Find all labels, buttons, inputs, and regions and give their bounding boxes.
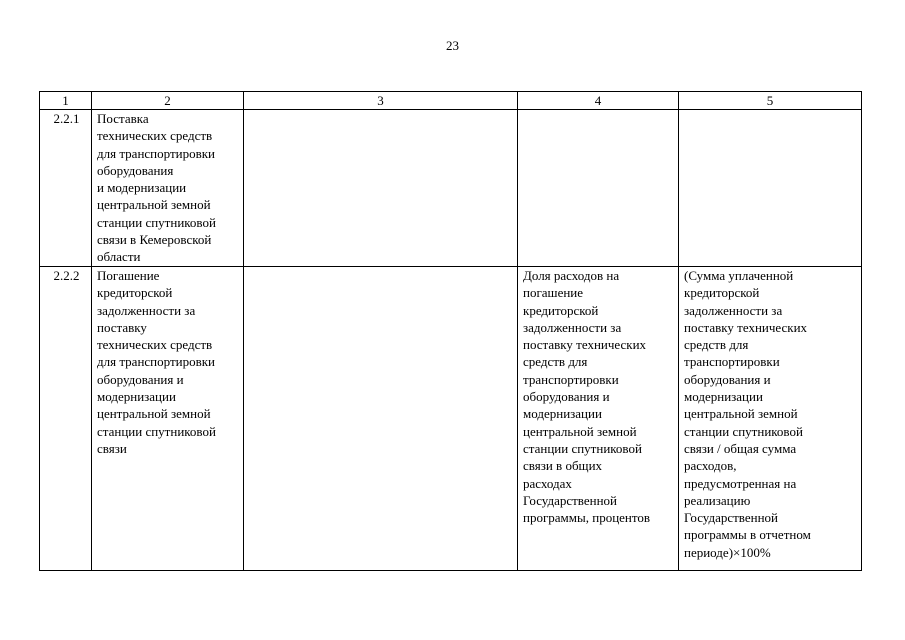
header-col-1: 1 [40,92,92,110]
formula-cell: (Сумма уплаченной кредиторской задолженности за поставку технических средств для транспортировки оборудования и модернизации центральной земной станции спутниковой связи / общая сумма расходов, предусмотренная на реализацию Государственной программы в отчетном периоде)×100% [679,267,862,571]
header-row [40,92,862,110]
table-row [40,267,862,571]
header-col-2: 2 [92,92,244,110]
header-col-4: 4 [518,92,679,110]
row-number: 2.2.1 [40,110,92,267]
header-col-5: 5 [679,92,862,110]
row-number: 2.2.2 [40,267,92,571]
table-row [40,110,862,267]
measure-name: Погашение кредиторской задолженности за поставку технических средств для транспортировки оборудования и модернизации центральной земной станции спутниковой связи [92,267,244,571]
col-3-cell [244,110,518,267]
table-header [40,92,862,110]
indicators-table [39,91,862,571]
measure-name: Поставка технических средств для транспортировки оборудования и модернизации центральной земной станции спутниковой связи в Кемеровской области [92,110,244,267]
indicator-cell [518,110,679,267]
page-number: 23 [446,38,459,53]
col-3-cell [244,267,518,571]
table-body [40,110,862,571]
indicator-cell: Доля расходов на погашение кредиторской задолженности за поставку технических средств для транспортировки оборудования и модернизации центральной земной станции спутниковой связи в общих расходах Государственной программы, процентов [518,267,679,571]
header-col-3: 3 [244,92,518,110]
formula-cell [679,110,862,267]
